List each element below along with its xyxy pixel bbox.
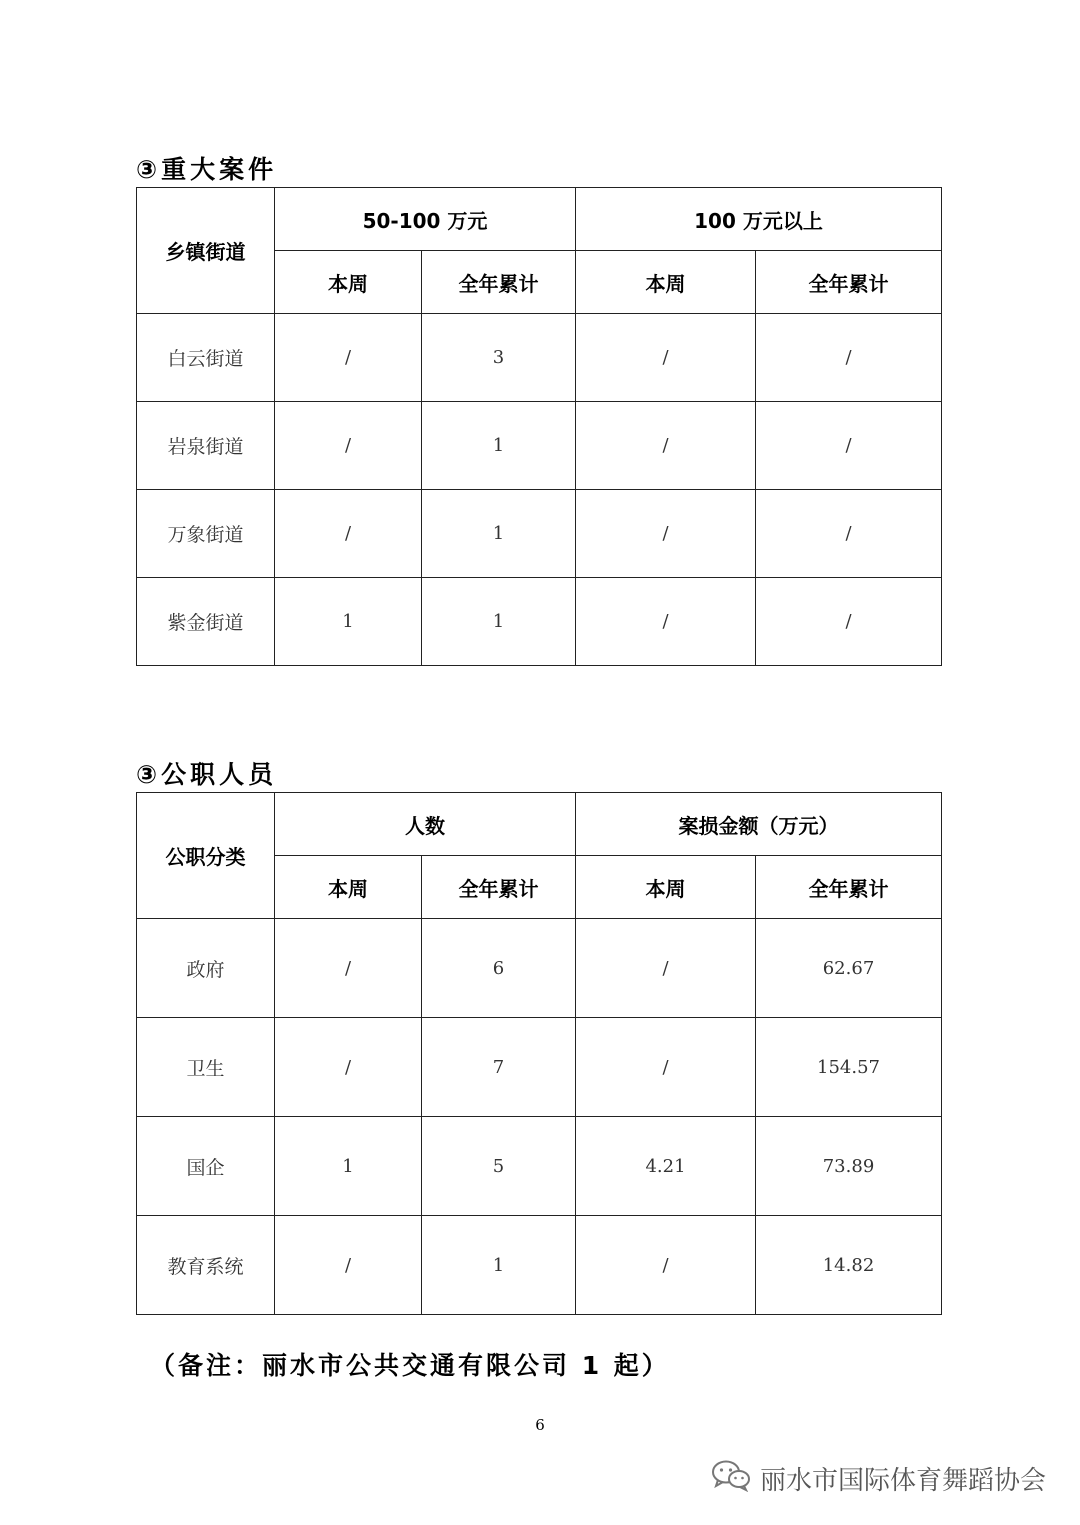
row-label: 白云街道 [137,314,275,402]
subheader-year: 全年累计 [756,856,942,919]
header-group-count: 人数 [275,793,576,856]
cell: / [275,919,422,1018]
remark-note: （备注：丽水市公共交通有限公司 1 起） [150,1351,670,1380]
cell: / [275,490,422,578]
cell: / [576,402,756,490]
watermark-text: 丽水市国际体育舞蹈协会 [759,1466,1046,1496]
header-group-loss: 案损金额（万元） [576,793,942,856]
header-region: 乡镇街道 [137,188,275,314]
subheader-year: 全年累计 [422,856,576,919]
wechat-icon [710,1458,752,1499]
row-label: 政府 [137,919,275,1018]
cell: 5 [422,1117,576,1216]
cell: 1 [422,402,576,490]
cell: 1 [275,1117,422,1216]
cell: / [275,402,422,490]
header-group-50-100: 50-100 万元 [275,188,576,251]
cell: / [756,402,942,490]
cell: 4.21 [576,1117,756,1216]
watermark [710,1458,1046,1499]
major-cases-table [136,187,942,666]
cell: 6 [422,919,576,1018]
cell: / [576,490,756,578]
subheader-week: 本周 [275,856,422,919]
cell: / [756,578,942,666]
cell: / [576,1018,756,1117]
cell: / [576,1216,756,1315]
section-title-major-cases: ③重大案件 [136,155,278,184]
cell: / [576,919,756,1018]
table-row [137,1117,942,1216]
row-label: 卫生 [137,1018,275,1117]
cell: / [576,314,756,402]
cell: 73.89 [756,1117,942,1216]
cell: / [756,314,942,402]
header-category: 公职分类 [137,793,275,919]
cell: / [275,1216,422,1315]
cell: 154.57 [756,1018,942,1117]
cell: / [275,1018,422,1117]
cell: 1 [422,490,576,578]
subheader-week: 本周 [576,251,756,314]
cell: / [576,578,756,666]
cell: 14.82 [756,1216,942,1315]
row-label: 万象街道 [137,490,275,578]
cell: 62.67 [756,919,942,1018]
cell: 3 [422,314,576,402]
header-group-100-plus: 100 万元以上 [576,188,942,251]
page-number: 6 [535,1416,545,1434]
officials-table [136,792,942,1315]
table-row [137,314,942,402]
table-row [137,402,942,490]
table-row [137,578,942,666]
cell: 7 [422,1018,576,1117]
cell: / [275,314,422,402]
cell: 1 [275,578,422,666]
subheader-week: 本周 [576,856,756,919]
table-row [137,1216,942,1315]
row-label: 国企 [137,1117,275,1216]
subheader-year: 全年累计 [756,251,942,314]
cell: 1 [422,578,576,666]
cell: 1 [422,1216,576,1315]
row-label: 岩泉街道 [137,402,275,490]
row-label: 紫金街道 [137,578,275,666]
table-row [137,490,942,578]
cell: / [756,490,942,578]
section-title-officials: ③公职人员 [136,760,278,789]
subheader-year: 全年累计 [422,251,576,314]
table-row [137,919,942,1018]
subheader-week: 本周 [275,251,422,314]
row-label: 教育系统 [137,1216,275,1315]
table-row [137,1018,942,1117]
